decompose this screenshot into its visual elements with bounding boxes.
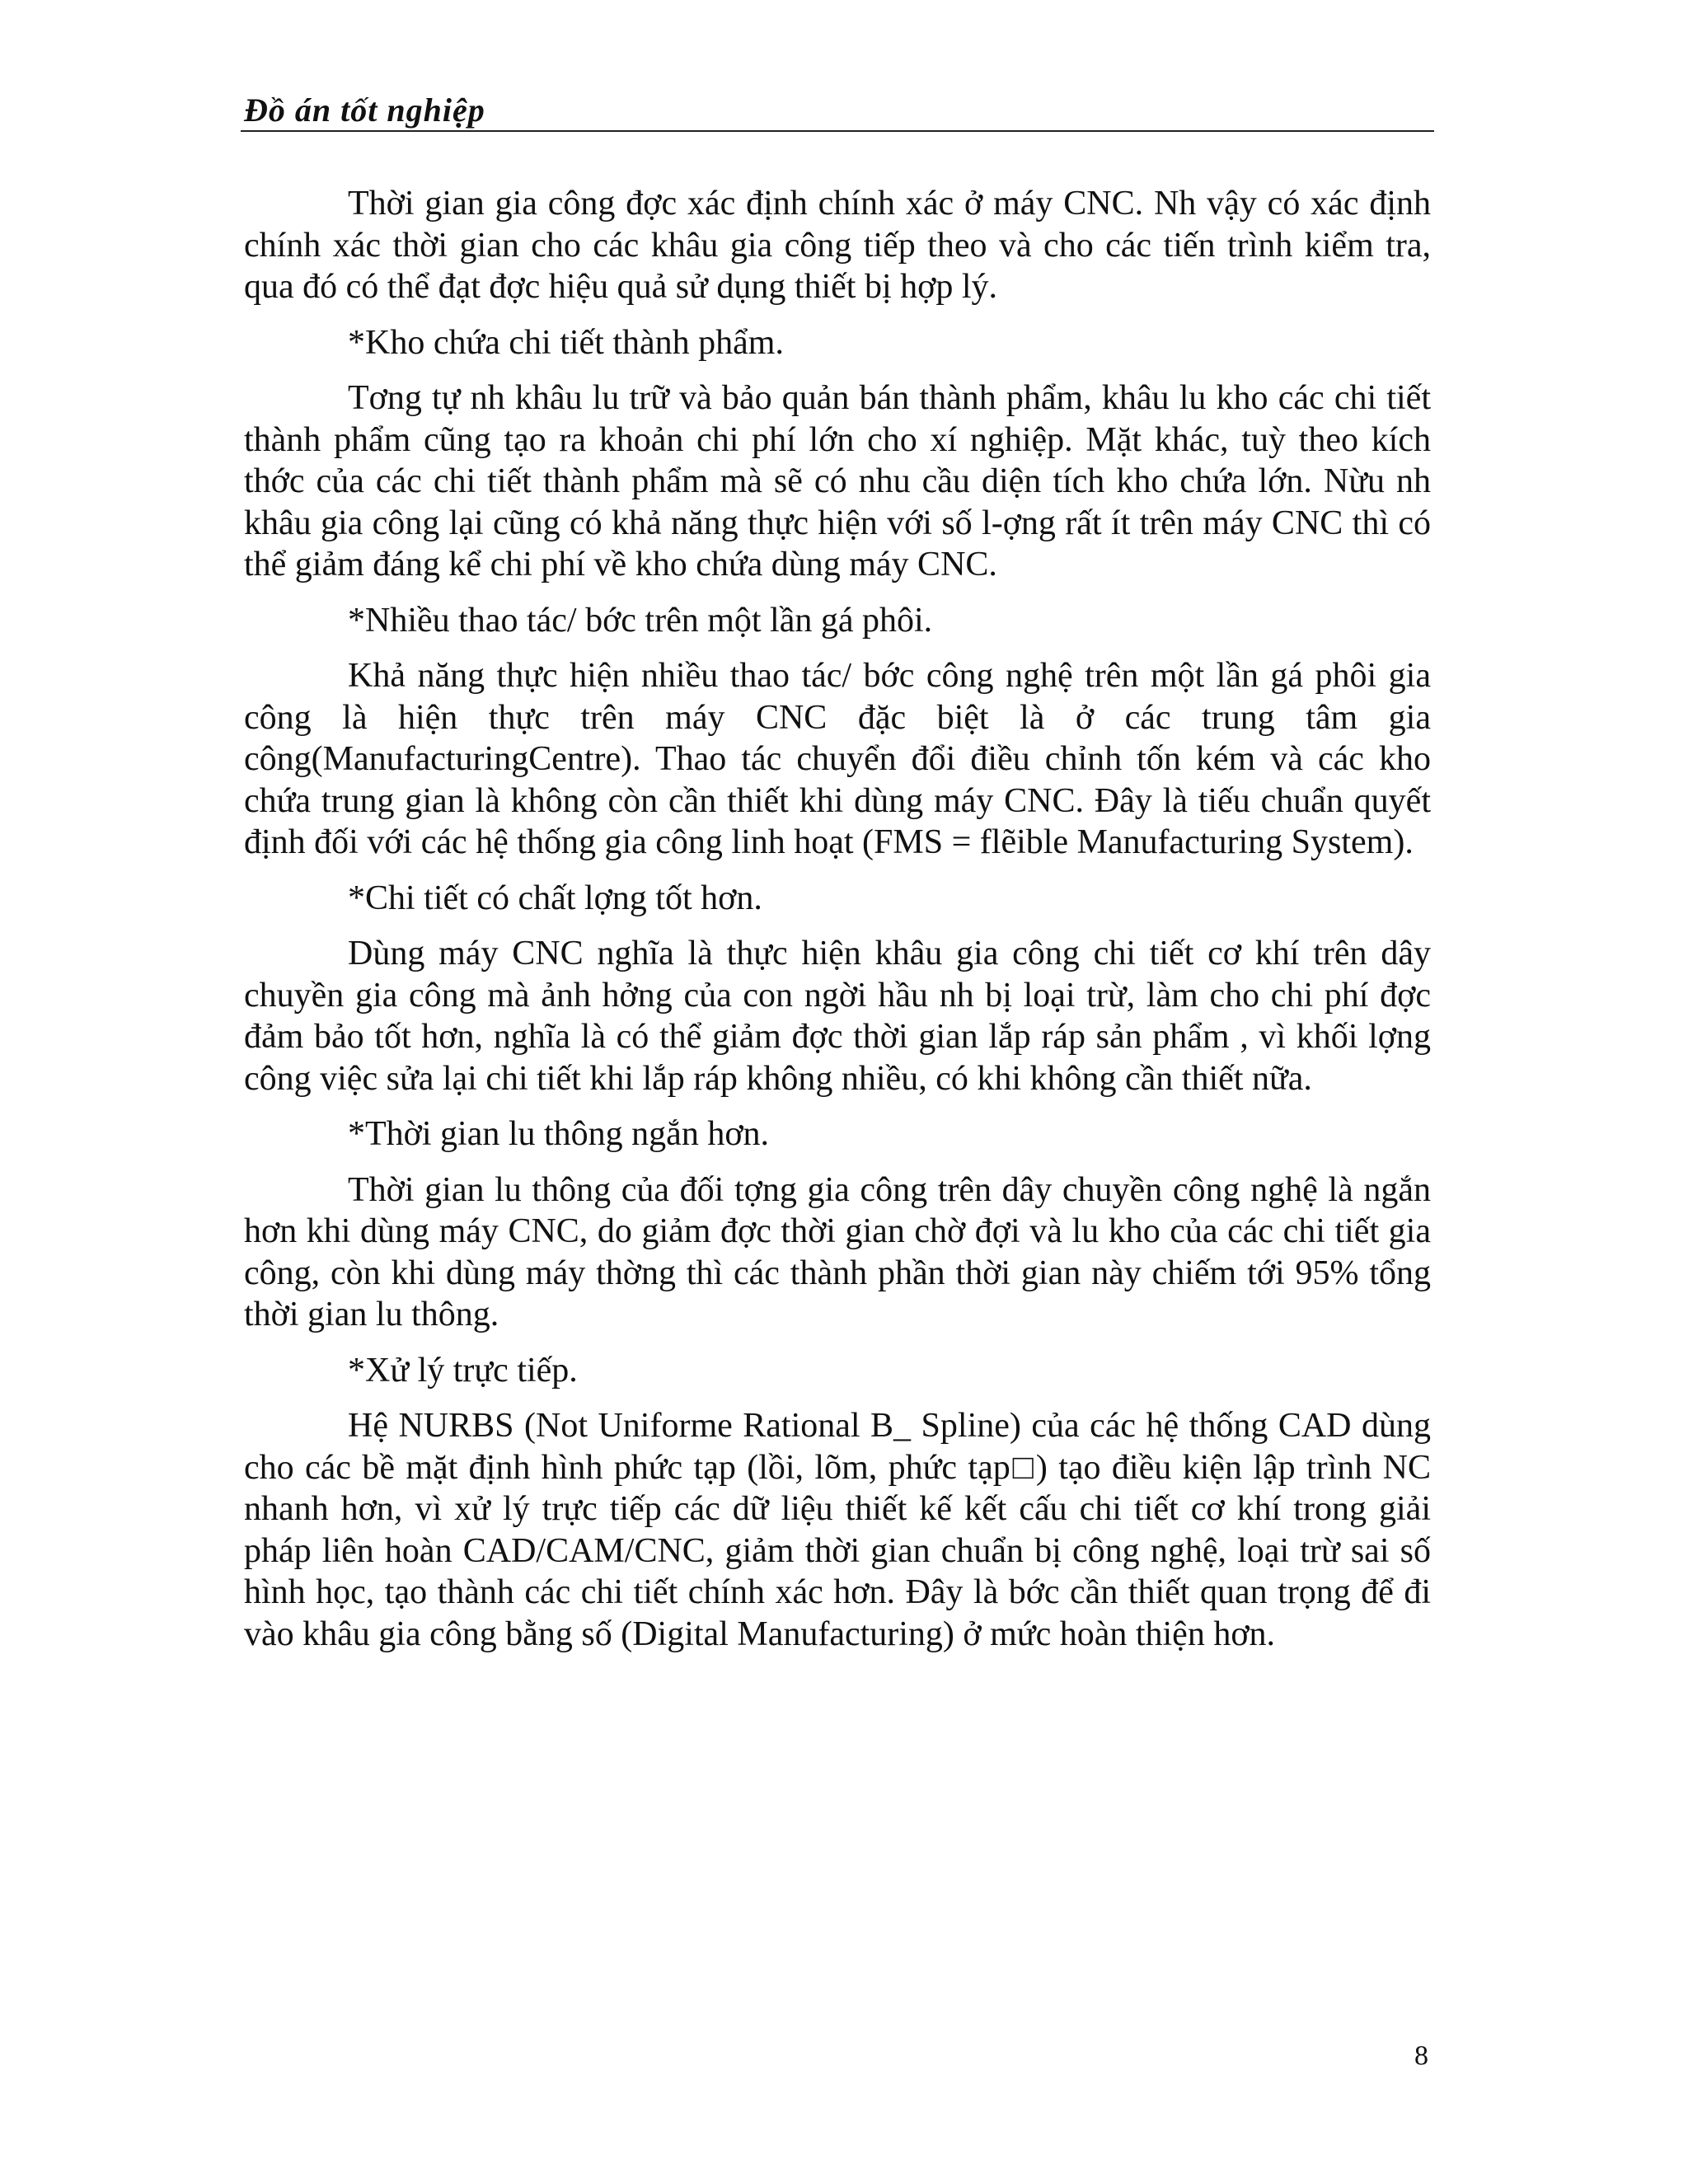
document-body	[244, 183, 1431, 1669]
paragraph-better-quality: Dùng máy CNC nghĩa là thực hiện khâu gia công chi tiết cơ khí trên dây chuyền gia công mà ảnh hởng của con ngời hầu nh bị loại trừ, làm cho chi phí đợc đảm bảo tốt hơn, nghĩa là có thể giảm đợc thời gian lắp ráp sản phẩm , vì khối lợng công việc sửa lại chi tiết khi lắp ráp không nhiều, có khi không cần thiết nữa.	[244, 935, 1431, 1098]
heading-finished-goods-storage: *Kho chứa chi tiết thành phẩm.	[348, 323, 784, 362]
page-number: 8	[1414, 2041, 1428, 2071]
page-header	[241, 89, 1434, 132]
paragraph-machining-time: Thời gian gia công đợc xác định chính xác ở máy CNC. Nh vậy có xác định chính xác thời gian cho các khâu gia công tiếp theo và cho các tiến trình kiểm tra, qua đó có thể đạt đợc hiệu quả sử dụng thiết bị hợp lý.	[244, 185, 1431, 306]
heading-better-quality: *Chi tiết có chất lợng tốt hơn.	[348, 879, 762, 917]
heading-direct-processing: *Xử lý trực tiếp.	[348, 1351, 578, 1390]
paragraph-finished-goods-storage: Tơng tự nh khâu lu trữ và bảo quản bán thành phẩm, khâu lu kho các chi tiết thành phẩm cũng tạo ra khoản chi phí lớn cho xí nghiệp. Mặt khác, tuỳ theo kích thớc của các chi tiết thành phẩm mà sẽ có nhu cầu diện tích kho chứa lớn. Nừu nh khâu gia công lại cũng có khả năng thực hiện với số l-ợng rất ít trên máy CNC thì có thể giảm đáng kể chi phí về kho chứa dùng máy CNC.	[244, 379, 1431, 583]
heading-multiple-operations: *Nhiều thao tác/ bớc trên một lần gá phôi.	[348, 601, 933, 640]
paragraph-multiple-operations: Khả năng thực hiện nhiều thao tác/ bớc công nghệ trên một lần gá phôi gia công là hiện thực trên máy CNC đặc biệt là ở các trung tâm gia công(ManufacturingCentre). Thao tác chuyển đổi điều chỉnh tốn kém và các kho chứa trung gian là không còn cần thiết khi dùng máy CNC. Đây là tiếu chuẩn quyết định đối với các hệ thống gia công linh hoạt (FMS = flẽible Manufacturing System).	[244, 657, 1431, 861]
paragraph-direct-processing: Hệ NURBS (Not Uniforme Rational B_ Spline) của các hệ thống CAD dùng cho các bề mặt định hình phức tạp (lồi, lõm, phức tạp□) tạo điều kiện lập trình NC nhanh hơn, vì xử lý trực tiếp các dữ liệu thiết kế kết cấu chi tiết cơ khí trong giải pháp liên hoàn CAD/CAM/CNC, giảm thời gian chuẩn bị công nghệ, loại trừ sai số hình học, tạo thành các chi tiết chính xác hơn. Đây là bớc cần thiết quan trọng để đi vào khâu gia công bằng số (Digital Manufacturing) ở mức hoàn thiện hơn.	[244, 1407, 1431, 1653]
header-divider	[241, 130, 1434, 132]
heading-shorter-flow-time: *Thời gian lu thông ngắn hơn.	[348, 1115, 770, 1153]
paragraph-shorter-flow-time: Thời gian lu thông của đối tợng gia công trên dây chuyền công nghệ là ngắn hơn khi dùng máy CNC, do giảm đợc thời gian chờ đợi và lu kho của các chi tiết gia công, còn khi dùng máy thờng thì các thành phần thời gian này chiếm tới 95% tổng thời gian lu thông.	[244, 1170, 1431, 1333]
header-title: Đồ án tốt nghiệp	[244, 91, 485, 129]
